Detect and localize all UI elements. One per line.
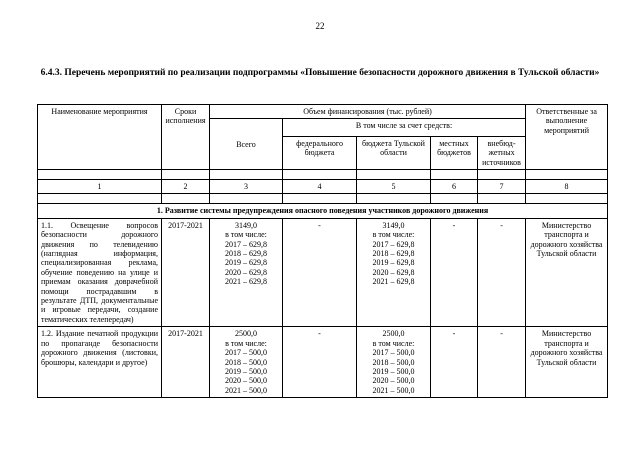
spacer-row xyxy=(38,194,608,204)
activity-term: 2017-2021 xyxy=(162,218,210,326)
table-row xyxy=(38,327,608,398)
header-name: Наименование мероприятия xyxy=(38,105,162,170)
activity-total: 3149,0 в том числе: 2017 – 629,8 2018 – 629,8 2019 – 629,8 2020 – 629,8 2021 – 629,8 xyxy=(210,218,283,326)
header-local: местных бюджетов xyxy=(431,136,478,169)
activity-federal: - xyxy=(283,218,357,326)
activity-total: 2500,0 в том числе: 2017 – 500,0 2018 – 500,0 2019 – 500,0 2020 – 500,0 2021 – 500,0 xyxy=(210,327,283,398)
page-number: 22 xyxy=(315,21,325,31)
header-regional: бюджета Тульской области xyxy=(357,136,431,169)
col-number: 7 xyxy=(478,180,526,194)
header-extra: внебюд-жетных источников xyxy=(478,136,526,169)
activity-responsible: Министерство транспорта и дорожного хозяйства Тульской области xyxy=(526,218,608,326)
column-number-row xyxy=(38,180,608,194)
col-number: 6 xyxy=(431,180,478,194)
section-title: 1. Развитие системы предупреждения опасного поведения участников дорожного движения xyxy=(38,204,608,218)
activity-local: - xyxy=(431,327,478,398)
document-title: 6.4.3. Перечень мероприятий по реализации подпрограммы «Повышение безопасности дорожного движения в Тульской области» xyxy=(40,68,600,78)
activities-table xyxy=(37,104,608,398)
col-number: 5 xyxy=(357,180,431,194)
activity-extra: - xyxy=(478,327,526,398)
activity-name: 1.1. Освещение вопросов безопасности дорожного движения по телевидению (наглядная информация, специализированная реклама, обучение поведению на улице и приемам оказания доврачебной помощи пострадавшим в результате ДТП, документальные и игровые передачи, создание тематических телепередач) xyxy=(38,218,162,326)
spacer-row xyxy=(38,170,608,180)
activity-responsible: Министерство транспорта и дорожного хозяйства Тульской области xyxy=(526,327,608,398)
col-number: 8 xyxy=(526,180,608,194)
col-number: 2 xyxy=(162,180,210,194)
header-row-1 xyxy=(38,105,608,119)
header-federal: федерального бюджета xyxy=(283,136,357,169)
activity-local: - xyxy=(431,218,478,326)
activity-term: 2017-2021 xyxy=(162,327,210,398)
header-responsible: Ответственные за выполнение мероприятий xyxy=(526,105,608,170)
header-funding: Объем финансирования (тыс. рублей) xyxy=(210,105,526,119)
col-number: 3 xyxy=(210,180,283,194)
activity-regional: 2500,0 в том числе: 2017 – 500,0 2018 – 500,0 2019 – 500,0 2020 – 500,0 2021 – 500,0 xyxy=(357,327,431,398)
header-including: В том числе за счет средств: xyxy=(283,119,526,136)
header-total: Всего xyxy=(210,119,283,170)
table-row xyxy=(38,218,608,326)
activity-federal: - xyxy=(283,327,357,398)
activity-regional: 3149,0 в том числе: 2017 – 629,8 2018 – 629,8 2019 – 629,8 2020 – 629,8 2021 – 629,8 xyxy=(357,218,431,326)
header-terms: Сроки исполнения xyxy=(162,105,210,170)
section-row xyxy=(38,204,608,218)
activity-extra: - xyxy=(478,218,526,326)
col-number: 4 xyxy=(283,180,357,194)
activity-name: 1.2. Издание печатной продукции по пропаганде безопасности дорожного движения (листовки, брошюры, календари и другое) xyxy=(38,327,162,398)
col-number: 1 xyxy=(38,180,162,194)
